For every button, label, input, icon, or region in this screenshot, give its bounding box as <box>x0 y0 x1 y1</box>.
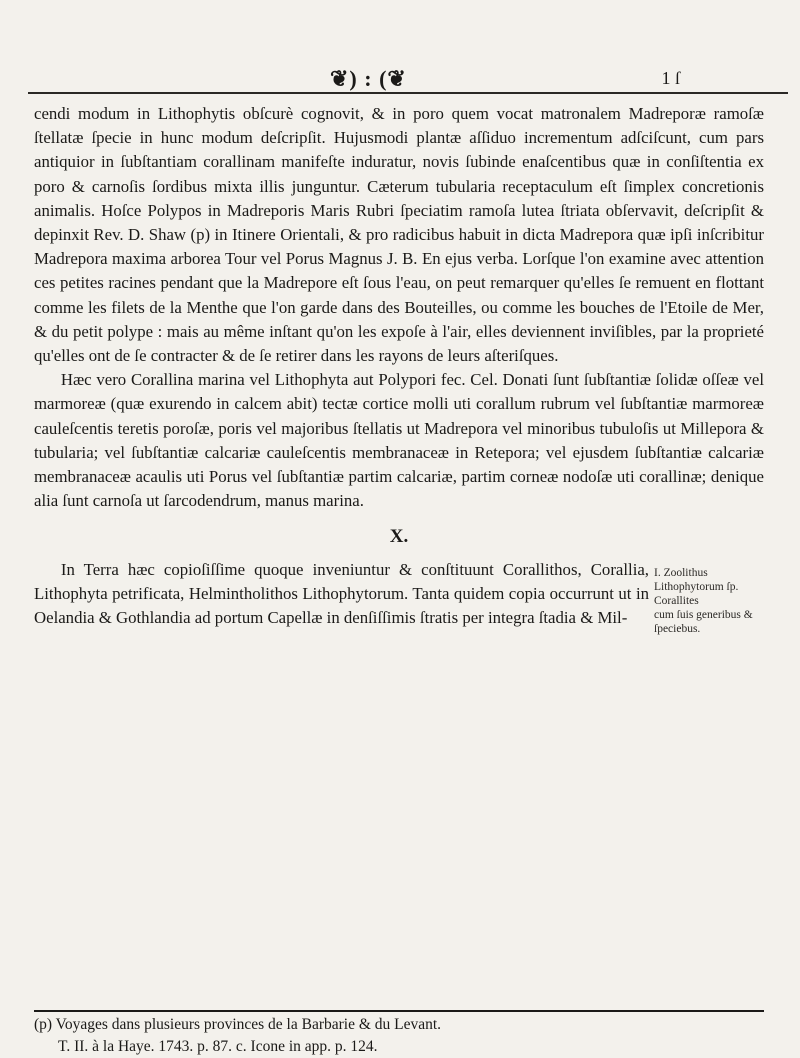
paragraph-1: cendi modum in Lithophytis obſcurè cognovit, & in poro quem vocat matronalem Madreporæ ramoſæ ſtellatæ ſpecie in hunc modum deſcripſit. Hujusmodi plantæ aſſiduo incrementum adſciſcunt, cum pars antiquior in ſubſtantiam corallinam manifeſte induratur, novis ſubinde enaſcentibus quæ in conſiſtentia ex poro & carnoſis ſordibus mixta illis junguntur. Cæterum tubularia receptaculum eſt ſimplex concretionis animalis. Hoſce Polypos in Madreporis Maris Rubri ſpeciatim ramoſa lutea ſtriata obſervavit, deſcripſit & depinxit Rev. D. Shaw (p) in Itinere Orientali, & pro radicibus habuit in dicta Madrepora quæ ipſi inſcribitur Madrepora maxima arborea Tour vel Porus Magnus J. B. En ejus verba. Lorſque l'on examine avec attention ces petites racines pendant que la Madrepore eſt ſous l'eau, on peut remarquer qu'elles ſe remuent en flottant comme les filets de la Menthe que l'on garde dans des Bouteilles, ou comme les bouches de l'Etoile de Mer, & du petit polype : mais au même inſtant qu'on les expoſe à l'air, elles deviennent inviſibles, par la proprieté qu'elles ont de ſe contracter & de ſe retirer dans les rayons de leurs aſteriſques. <box>34 104 764 366</box>
margin-note-line: ſpeciebus. <box>654 622 701 635</box>
section-x <box>34 558 764 635</box>
running-header <box>180 66 680 94</box>
footnote-line-1: (p) Voyages dans plusieurs provinces de la Barbarie & du Levant. <box>34 1016 442 1033</box>
footnote-rule <box>34 1010 764 1012</box>
margin-note-line: Lithophytorum ſp. <box>654 580 739 593</box>
footnote <box>34 1014 764 1058</box>
margin-note-line: I. Zoolithus <box>654 566 708 579</box>
margin-note <box>654 566 764 636</box>
margin-note-line: cum ſuis generibus & <box>654 608 753 621</box>
header-rule <box>28 92 788 94</box>
header-ornament: ❦) : (❦ <box>330 66 407 91</box>
section-paragraph: In Terra hæc copioſiſſime quoque inveniuntur & conſtituunt Corallithos, Corallia, Lithophyta petrificata, Helmintholithos Lithophytorum. Tanta quidem copia occurrunt ut in Oelandia & Gothlandia ad portum Capellæ in denſiſſimis ſtratis per integra ſtadia & Mil- <box>34 559 649 628</box>
main-text <box>34 102 764 635</box>
footnote-line-2: T. II. à la Haye. 1743. p. 87. c. Icone in app. p. 124. <box>58 1038 378 1055</box>
section-number: X. <box>389 526 409 548</box>
margin-note-line: Corallites <box>654 594 699 607</box>
page-number: 1 ſ <box>661 68 680 88</box>
paragraph-2: Hæc vero Corallina marina vel Lithophyta aut Polypori fec. Cel. Donati ſunt ſubſtantiæ ſolidæ oſſeæ vel marmoreæ (quæ exurendo in calcem abit) tectæ cortice molli uti corallum rubrum vel ſubſtantiæ marmoreæ cauleſcentis teretis poroſæ, poris vel majoribus ſtellatis ut Madrepora vel minoribus tubuloſis ut Millepora & tubularia; vel ſubſtantiæ calcariæ cauleſcentis membranaceæ in Retepora; vel ejusdem ſubſtantiæ calcariæ membranaceæ acaulis uti Porus vel ſubſtantiæ partim calcariæ, partim corneæ nodoſæ uti corallinæ; denique alia ſunt carnoſa ut ſarcodendrum, manus marina. <box>34 370 764 511</box>
